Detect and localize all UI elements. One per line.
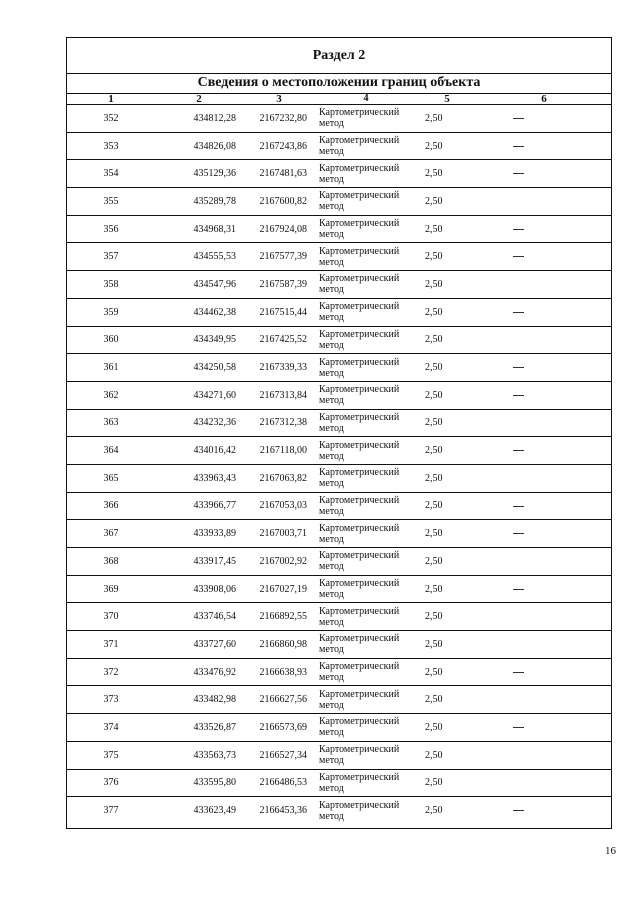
accuracy-cell: 2,50 xyxy=(417,188,477,216)
x-coordinate-cell: 434232,36 xyxy=(155,409,243,437)
point-number-cell: 370 xyxy=(67,603,155,631)
boundary-coordinates-table xyxy=(67,93,611,824)
point-number-cell: 364 xyxy=(67,437,155,465)
x-coordinate-cell: 434826,08 xyxy=(155,132,243,160)
accuracy-cell: 2,50 xyxy=(417,243,477,271)
x-coordinate-cell: 433966,77 xyxy=(155,492,243,520)
y-coordinate-cell: 2166453,36 xyxy=(259,805,307,817)
accuracy-cell: 2,50 xyxy=(417,714,477,742)
method-cell: Картометрический метод xyxy=(315,658,417,686)
y-coordinate-cell: 2166527,34 xyxy=(243,741,315,769)
y-coordinate-cell: 2167063,82 xyxy=(243,464,315,492)
point-number-cell: 365 xyxy=(67,464,155,492)
method-cell: Картометрический метод xyxy=(315,492,417,520)
x-coordinate-cell: 434462,38 xyxy=(155,298,243,326)
table-row xyxy=(67,741,611,769)
description-cell xyxy=(477,188,611,216)
y-coordinate-cell: 2167002,92 xyxy=(243,548,315,576)
method-cell: Картометрический метод xyxy=(315,188,417,216)
table-row xyxy=(67,326,611,354)
point-number-cell: 361 xyxy=(67,354,155,382)
point-number-cell: 371 xyxy=(67,631,155,659)
column-number-row xyxy=(67,93,611,105)
point-number-cell: 376 xyxy=(67,769,155,797)
x-coordinate-cell: 433595,80 xyxy=(155,769,243,797)
accuracy-cell: 2,50 xyxy=(417,354,477,382)
description-cell xyxy=(477,298,611,326)
method-cell: Картометрический метод xyxy=(315,326,417,354)
table-subtitle: Сведения о местоположении границ объекта xyxy=(67,73,611,94)
y-coordinate-cell: 2167481,63 xyxy=(243,160,315,188)
accuracy-cell: 2,50 xyxy=(417,409,477,437)
method-cell: Картометрический метод xyxy=(315,215,417,243)
y-coordinate-cell: 2167577,39 xyxy=(243,243,315,271)
table-row xyxy=(67,797,611,824)
table-row xyxy=(67,464,611,492)
x-coordinate-cell: 434547,96 xyxy=(155,271,243,299)
description-cell xyxy=(477,520,611,548)
table-row xyxy=(67,492,611,520)
dash-mark xyxy=(513,367,524,368)
x-coordinate-cell: 434555,53 xyxy=(155,243,243,271)
description-cell xyxy=(477,437,611,465)
point-number-cell: 355 xyxy=(67,188,155,216)
y-coordinate-cell: 2167232,80 xyxy=(243,105,315,133)
method-cell: Картометрический метод xyxy=(315,437,417,465)
dash-mark xyxy=(513,118,524,119)
method-cell: Картометрический метод xyxy=(315,243,417,271)
accuracy-cell: 2,50 xyxy=(417,603,477,631)
accuracy-cell: 2,50 xyxy=(417,105,477,133)
point-number-cell: 360 xyxy=(67,326,155,354)
method-cell: Картометрический метод xyxy=(315,520,417,548)
table-row xyxy=(67,188,611,216)
accuracy-cell: 2,50 xyxy=(417,298,477,326)
method-cell: Картометрический метод xyxy=(315,603,417,631)
y-coordinate-cell: 2166486,53 xyxy=(243,769,315,797)
x-coordinate-cell: 433526,87 xyxy=(155,714,243,742)
method-cell: Картометрический метод xyxy=(315,631,417,659)
dash-mark xyxy=(513,533,524,534)
point-number-cell: 358 xyxy=(67,271,155,299)
table-row xyxy=(67,105,611,133)
y-coordinate-cell: 2167313,84 xyxy=(243,381,315,409)
x-coordinate-cell: 433908,06 xyxy=(155,575,243,603)
x-coordinate-cell: 435129,36 xyxy=(155,160,243,188)
dash-mark xyxy=(513,395,524,396)
y-coordinate-cell: 2166860,98 xyxy=(243,631,315,659)
x-coordinate-cell: 434349,95 xyxy=(155,326,243,354)
method-cell: Картометрический метод xyxy=(315,132,417,160)
description-cell xyxy=(477,658,611,686)
y-coordinate-cell: 2167425,52 xyxy=(243,326,315,354)
x-coordinate-cell: 434250,58 xyxy=(155,354,243,382)
dash-mark xyxy=(513,173,524,174)
table-row xyxy=(67,437,611,465)
method-cell: Картометрический метод xyxy=(315,298,417,326)
y-coordinate-cell: 2167587,39 xyxy=(243,271,315,299)
dash-mark xyxy=(513,727,524,728)
accuracy-cell: 2,50 xyxy=(417,326,477,354)
column-header: 1 xyxy=(67,93,155,105)
dash-mark xyxy=(513,229,524,230)
dash-mark xyxy=(513,256,524,257)
table-row xyxy=(67,714,611,742)
description-cell xyxy=(477,548,611,576)
accuracy-cell: 2,50 xyxy=(417,658,477,686)
accuracy-cell: 2,50 xyxy=(417,769,477,797)
description-cell xyxy=(477,381,611,409)
description-cell xyxy=(477,464,611,492)
accuracy-cell: 2,50 xyxy=(417,520,477,548)
table-row xyxy=(67,354,611,382)
y-coordinate-cell: 2167118,00 xyxy=(243,437,315,465)
description-cell xyxy=(477,271,611,299)
method-cell: Картометрический метод xyxy=(315,741,417,769)
column-header: 3 xyxy=(243,93,315,105)
point-number-cell: 375 xyxy=(67,741,155,769)
accuracy-cell: 2,50 xyxy=(417,575,477,603)
dash-mark xyxy=(513,589,524,590)
table-row xyxy=(67,769,611,797)
method-cell: Картометрический метод xyxy=(315,354,417,382)
table-row xyxy=(67,160,611,188)
y-coordinate-cell: 2167515,44 xyxy=(243,298,315,326)
dash-mark xyxy=(513,506,524,507)
y-coordinate-cell: 2167027,19 xyxy=(243,575,315,603)
accuracy-cell: 2,50 xyxy=(417,548,477,576)
accuracy-cell: 2,50 xyxy=(417,132,477,160)
y-coordinate-cell: 2167053,03 xyxy=(243,492,315,520)
description-cell xyxy=(477,741,611,769)
table-row xyxy=(67,243,611,271)
column-header: 6 xyxy=(477,93,611,105)
dash-mark xyxy=(513,312,524,313)
method-cell: Картометрический метод xyxy=(315,464,417,492)
point-number-cell: 359 xyxy=(67,298,155,326)
method-cell: Картометрический метод xyxy=(315,409,417,437)
description-cell xyxy=(477,714,611,742)
y-coordinate-cell: 2166627,56 xyxy=(243,686,315,714)
method-cell: Картометрический метод xyxy=(315,160,417,188)
point-number-cell: 363 xyxy=(67,409,155,437)
accuracy-cell: 2,50 xyxy=(417,741,477,769)
point-number-cell: 377 xyxy=(103,805,119,817)
x-coordinate-cell: 433623,49 xyxy=(193,805,236,817)
table-row xyxy=(67,575,611,603)
accuracy-cell: 2,50 xyxy=(417,160,477,188)
x-coordinate-cell: 434812,28 xyxy=(155,105,243,133)
x-coordinate-cell: 434016,42 xyxy=(155,437,243,465)
accuracy-cell: 2,50 xyxy=(425,805,443,817)
table-row xyxy=(67,409,611,437)
description-cell xyxy=(477,797,611,824)
x-coordinate-cell: 434968,31 xyxy=(155,215,243,243)
method-cell: Картометрический метод xyxy=(315,686,417,714)
accuracy-cell: 2,50 xyxy=(417,271,477,299)
description-cell xyxy=(477,160,611,188)
accuracy-cell: 2,50 xyxy=(417,381,477,409)
dash-mark xyxy=(513,810,524,811)
point-number-cell: 369 xyxy=(67,575,155,603)
point-number-cell: 354 xyxy=(67,160,155,188)
description-cell xyxy=(477,409,611,437)
y-coordinate-cell: 2166638,93 xyxy=(243,658,315,686)
table-row xyxy=(67,298,611,326)
accuracy-cell: 2,50 xyxy=(417,631,477,659)
x-coordinate-cell: 433482,98 xyxy=(155,686,243,714)
point-number-cell: 367 xyxy=(67,520,155,548)
x-coordinate-cell: 433917,45 xyxy=(155,548,243,576)
accuracy-cell: 2,50 xyxy=(417,437,477,465)
x-coordinate-cell: 434271,60 xyxy=(155,381,243,409)
dash-mark xyxy=(513,450,524,451)
document-frame xyxy=(66,37,612,829)
accuracy-cell: 2,50 xyxy=(417,215,477,243)
description-cell xyxy=(477,603,611,631)
x-coordinate-cell: 433563,73 xyxy=(155,741,243,769)
method-cell: Картометрический метод xyxy=(315,548,417,576)
point-number-cell: 374 xyxy=(67,714,155,742)
description-cell xyxy=(477,631,611,659)
description-cell xyxy=(477,686,611,714)
point-number-cell: 357 xyxy=(67,243,155,271)
table-row xyxy=(67,603,611,631)
y-coordinate-cell: 2167312,38 xyxy=(243,409,315,437)
description-cell xyxy=(477,132,611,160)
y-coordinate-cell: 2167003,71 xyxy=(243,520,315,548)
description-cell xyxy=(477,492,611,520)
method-cell: Картометрический метод xyxy=(315,769,417,797)
dash-mark xyxy=(513,146,524,147)
point-number-cell: 368 xyxy=(67,548,155,576)
table-row xyxy=(67,686,611,714)
y-coordinate-cell: 2167339,33 xyxy=(243,354,315,382)
column-header: 5 xyxy=(417,93,477,105)
y-coordinate-cell: 2166573,69 xyxy=(243,714,315,742)
description-cell xyxy=(477,326,611,354)
column-header: 4 xyxy=(315,93,417,105)
point-number-cell: 352 xyxy=(67,105,155,133)
description-cell xyxy=(477,215,611,243)
accuracy-cell: 2,50 xyxy=(417,686,477,714)
x-coordinate-cell: 433746,54 xyxy=(155,603,243,631)
x-coordinate-cell: 433933,89 xyxy=(155,520,243,548)
description-cell xyxy=(477,769,611,797)
accuracy-cell: 2,50 xyxy=(417,464,477,492)
table-row xyxy=(67,271,611,299)
x-coordinate-cell: 433476,92 xyxy=(155,658,243,686)
x-coordinate-cell: 433963,43 xyxy=(155,464,243,492)
method-cell: Картометрический метод xyxy=(315,105,417,133)
point-number-cell: 366 xyxy=(67,492,155,520)
page-number: 16 xyxy=(605,845,616,857)
table-row xyxy=(67,381,611,409)
y-coordinate-cell: 2167600,82 xyxy=(243,188,315,216)
description-cell xyxy=(477,105,611,133)
column-header: 2 xyxy=(155,93,243,105)
table-row xyxy=(67,658,611,686)
y-coordinate-cell: 2167924,08 xyxy=(243,215,315,243)
method-cell: Картометрический метод xyxy=(315,271,417,299)
method-cell: Картометрический метод xyxy=(315,381,417,409)
point-number-cell: 356 xyxy=(67,215,155,243)
dash-mark xyxy=(513,672,524,673)
table-row xyxy=(67,548,611,576)
point-number-cell: 362 xyxy=(67,381,155,409)
table-row xyxy=(67,520,611,548)
description-cell xyxy=(477,575,611,603)
method-cell: Картометрический метод xyxy=(315,575,417,603)
x-coordinate-cell: 435289,78 xyxy=(155,188,243,216)
description-cell xyxy=(477,243,611,271)
accuracy-cell: 2,50 xyxy=(417,492,477,520)
point-number-cell: 372 xyxy=(67,658,155,686)
table-row xyxy=(67,132,611,160)
table-row xyxy=(67,215,611,243)
y-coordinate-cell: 2167243,86 xyxy=(243,132,315,160)
method-cell: Картометрический метод xyxy=(315,714,417,742)
method-cell: Картометрический метод xyxy=(319,799,400,822)
y-coordinate-cell: 2166892,55 xyxy=(243,603,315,631)
section-title: Раздел 2 xyxy=(67,38,611,74)
table-row xyxy=(67,631,611,659)
point-number-cell: 353 xyxy=(67,132,155,160)
x-coordinate-cell: 433727,60 xyxy=(155,631,243,659)
point-number-cell: 373 xyxy=(67,686,155,714)
description-cell xyxy=(477,354,611,382)
